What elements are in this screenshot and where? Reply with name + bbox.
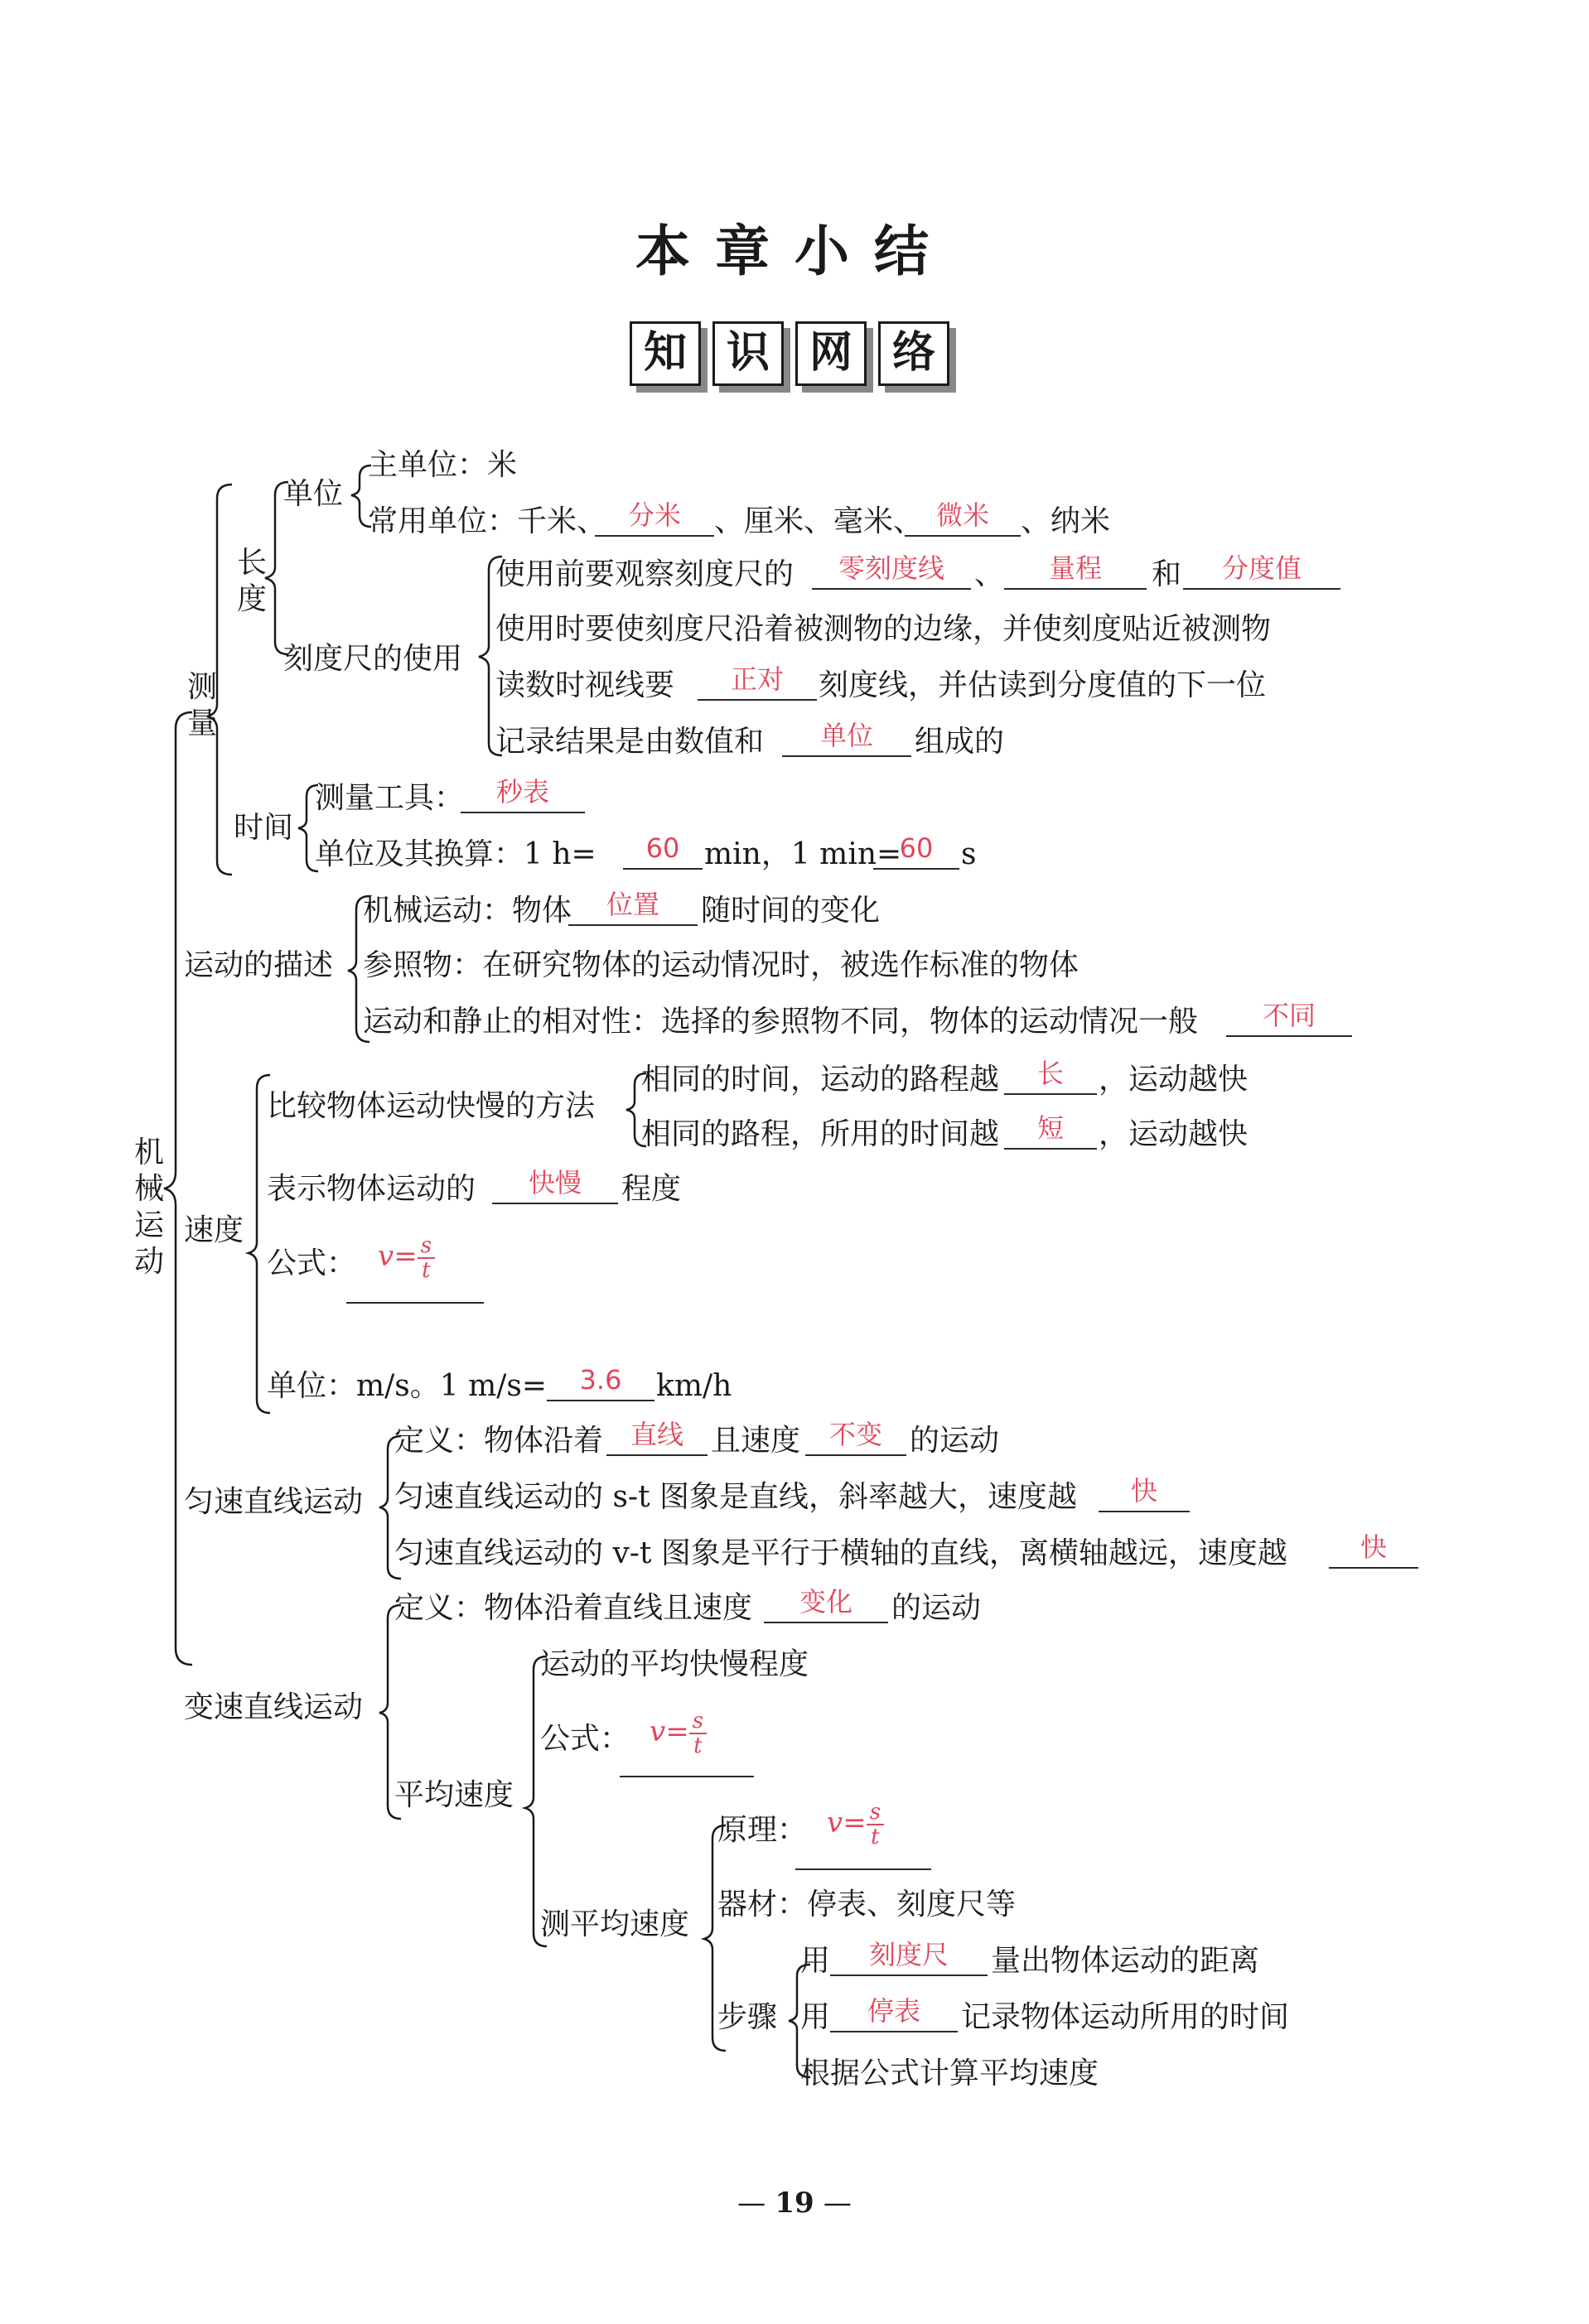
ruler-use-label: 刻度尺的使用 (283, 642, 463, 676)
avg-formula: v= $\frac{s}{t}$ (650, 1709, 707, 1757)
compare-1-suffix: ，运动越快 (1099, 1063, 1248, 1097)
answer-stopwatch: 秒表 (461, 775, 585, 813)
answer-micrometer: 微米 (905, 499, 1021, 537)
step-1-prefix: 用 (800, 1944, 831, 1978)
describe-label: 运动的描述 (184, 948, 334, 982)
ruler-line-2: 使用时要使刻度尺沿着被测物的边缘，并使刻度贴近被测物 (495, 612, 1272, 646)
ruler-line-1-prefix: 使用前要观察刻度尺的 (495, 557, 794, 591)
avg-speed-line-1: 运动的平均快慢程度 (540, 1647, 809, 1681)
compare-1-prefix: 相同的时间，运动的路程越 (641, 1063, 1000, 1097)
answer-division: 分度值 (1183, 552, 1340, 590)
answer-position: 位置 (568, 888, 698, 926)
speed-formula: v= $\frac{s}{t}$ (378, 1234, 435, 1282)
answer-3-6: 3.6 (547, 1363, 654, 1401)
measure-avg-label: 测平均速度 (540, 1907, 690, 1941)
ruler-line-4-prefix: 记录结果是由数值和 (495, 725, 765, 759)
speed-label: 速度 (184, 1213, 244, 1247)
speed-unit-suffix: km/h (656, 1369, 732, 1403)
measure-label: 测量 (186, 670, 217, 740)
describe-line-3-prefix: 运动和静止的相对性：选择的参照物不同，物体的运动情况一般 (363, 1005, 1199, 1039)
time-tool-prefix: 测量工具： (315, 781, 465, 815)
compare-2-prefix: 相同的路程，所用的时间越 (641, 1117, 1000, 1151)
speed-formula-underline (346, 1300, 484, 1304)
compare-label: 比较物体运动快慢的方法 (267, 1089, 596, 1123)
answer-stopwatch-2: 停表 (830, 1994, 958, 2032)
answer-60-min: 60 (623, 832, 703, 870)
equipment: 器材：停表、刻度尺等 (717, 1888, 1017, 1921)
answer-unit: 单位 (782, 719, 911, 757)
time-conv-prefix: 单位及其换算：1 h= (315, 837, 596, 871)
avg-speed-label: 平均速度 (394, 1778, 514, 1812)
answer-vt-fast: 快 (1329, 1531, 1418, 1569)
answer-face: 正对 (698, 663, 817, 701)
common-units-mid: 、厘米、毫米、 (714, 504, 924, 538)
length-label: 长度 (236, 546, 267, 616)
answer-speed-meaning: 快慢 (492, 1166, 618, 1204)
section-char-2: 识 (712, 321, 784, 386)
common-units-prefix: 常用单位：千米、 (368, 504, 607, 538)
page-number: — 19 — (737, 2187, 852, 2220)
time-conv-suffix: s (961, 837, 977, 871)
uniform-def-prefix: 定义：物体沿着 (394, 1424, 604, 1458)
chapter-title: 本章小结 (635, 219, 954, 283)
root-label: 机械运动 (133, 1135, 164, 1279)
answer-st-fast: 快 (1099, 1474, 1190, 1512)
answer-long: 长 (1004, 1057, 1097, 1095)
avg-formula-label: 公式： (540, 1722, 630, 1756)
section-char-4: 络 (878, 321, 949, 386)
ruler-line-4-suffix: 组成的 (915, 725, 1005, 759)
step-1-suffix: 量出物体运动的距离 (991, 1944, 1260, 1978)
speed-unit-prefix: 单位：m/s。1 m/s= (267, 1369, 547, 1403)
answer-range: 量程 (1004, 552, 1147, 590)
answer-ruler: 刻度尺 (830, 1938, 988, 1976)
speed-formula-label: 公式： (267, 1246, 357, 1280)
ruler-sep: 、 (974, 557, 1005, 591)
answer-different: 不同 (1226, 999, 1352, 1037)
uniform-def-mid: 且速度 (711, 1424, 801, 1458)
section-char-1: 知 (630, 321, 701, 386)
variable-def-suffix: 的运动 (891, 1591, 982, 1625)
answer-change: 变化 (764, 1585, 888, 1623)
unit-label: 单位 (283, 477, 344, 511)
avg-formula-underline (620, 1774, 754, 1777)
principle-underline (795, 1867, 931, 1870)
ruler-line-3-prefix: 读数时视线要 (495, 668, 675, 702)
principle-label: 原理： (717, 1813, 808, 1847)
steps-label: 步骤 (717, 2000, 778, 2034)
step-3: 根据公式计算平均速度 (800, 2056, 1099, 2090)
describe-line-1-suffix: 随时间的变化 (701, 894, 881, 928)
main-unit: 主单位：米 (368, 448, 518, 482)
section-char-3: 网 (795, 321, 867, 386)
variable-def-prefix: 定义：物体沿着直线且速度 (394, 1591, 753, 1625)
describe-line-1-prefix: 机械运动：物体 (363, 894, 572, 928)
answer-decimeter: 分米 (595, 499, 714, 537)
answer-60-s: 60 (873, 832, 959, 870)
uniform-vt: 匀速直线运动的 v-t 图象是平行于横轴的直线，离横轴越远，速度越 (394, 1536, 1287, 1570)
speed-meaning-suffix: 程度 (621, 1172, 682, 1206)
uniform-st: 匀速直线运动的 s-t 图象是直线，斜率越大，速度越 (394, 1480, 1077, 1514)
answer-short: 短 (1004, 1111, 1097, 1150)
step-2-suffix: 记录物体运动所用的时间 (961, 2000, 1290, 2034)
speed-meaning-prefix: 表示物体运动的 (267, 1172, 476, 1206)
time-conv-mid: min，1 min= (704, 837, 902, 871)
answer-zero-mark: 零刻度线 (812, 552, 971, 590)
variable-label: 变速直线运动 (184, 1690, 364, 1724)
answer-straight: 直线 (606, 1418, 708, 1456)
common-units-suffix: 、纳米 (1021, 504, 1111, 538)
uniform-label: 匀速直线运动 (184, 1485, 364, 1519)
ruler-line-3-suffix: 刻度线，并估读到分度值的下一位 (819, 668, 1267, 702)
step-2-prefix: 用 (800, 2000, 831, 2034)
describe-line-2: 参照物：在研究物体的运动情况时，被选作标准的物体 (363, 948, 1079, 982)
answer-constant: 不变 (805, 1418, 906, 1456)
uniform-def-suffix: 的运动 (910, 1424, 1000, 1458)
principle-formula: v= $\frac{s}{t}$ (827, 1801, 884, 1849)
time-label: 时间 (234, 811, 294, 845)
compare-2-suffix: ，运动越快 (1099, 1117, 1248, 1151)
ruler-and: 和 (1152, 557, 1182, 591)
